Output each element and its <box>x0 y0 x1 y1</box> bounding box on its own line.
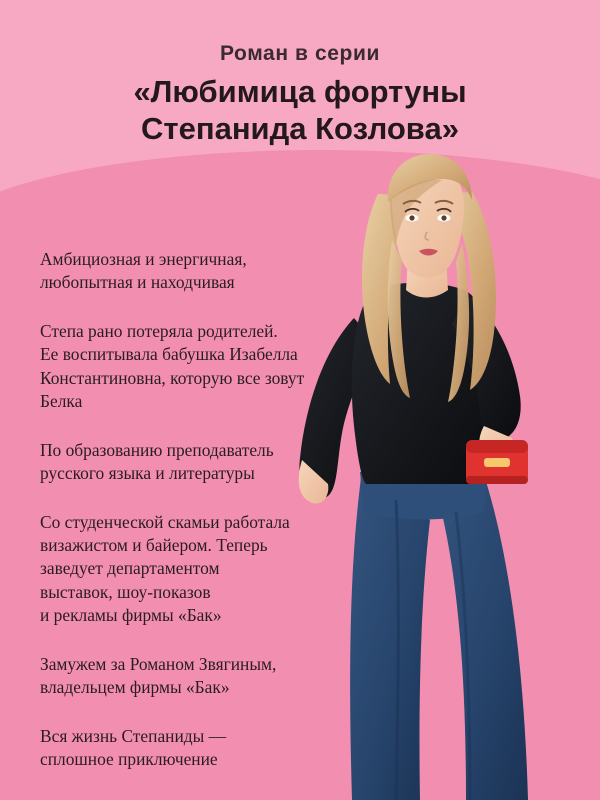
text-line: Белка <box>40 390 83 411</box>
text-line: Замужем за Романом Звягиным, <box>40 653 277 674</box>
text-line: любопытная и находчивая <box>40 272 235 293</box>
list-item <box>40 725 370 771</box>
text-line: Константиновна, которую все зовут <box>40 367 305 388</box>
series-kicker: Роман в серии <box>219 42 381 65</box>
text-line: и рекламы фирмы «Бак» <box>40 604 222 625</box>
text-line: визажистом и байером. Теперь <box>40 535 268 556</box>
text-line: По образованию преподаватель <box>40 439 274 460</box>
text-line: Вся жизнь Степаниды — <box>40 726 227 747</box>
text-line: Амбициозная и энергичная, <box>40 249 247 269</box>
text-line: сплошное приключение <box>40 749 218 770</box>
text-line: Со студенческой скамьи работала <box>40 512 290 533</box>
list-item <box>40 653 370 699</box>
list-item <box>40 320 370 413</box>
text-line: Степа рано потеряла родителей. <box>40 321 278 342</box>
list-item <box>40 248 370 294</box>
title-line-1: «Любимица фортуны <box>133 74 467 109</box>
poster-header <box>0 42 600 147</box>
title-line-2: Степанида Козлова» <box>141 110 459 146</box>
description-list <box>40 248 370 771</box>
text-line: русского языка и литературы <box>40 462 255 483</box>
text-line: заведует департаментом <box>40 558 220 579</box>
page-title <box>0 74 600 147</box>
text-line: выставок, шоу-показов <box>40 581 211 602</box>
text-line: владельцем фирмы «Бак» <box>40 676 230 697</box>
list-item <box>40 511 370 627</box>
text-line: Ее воспитывала бабушка Изабелла <box>40 344 298 365</box>
list-item <box>40 439 370 485</box>
